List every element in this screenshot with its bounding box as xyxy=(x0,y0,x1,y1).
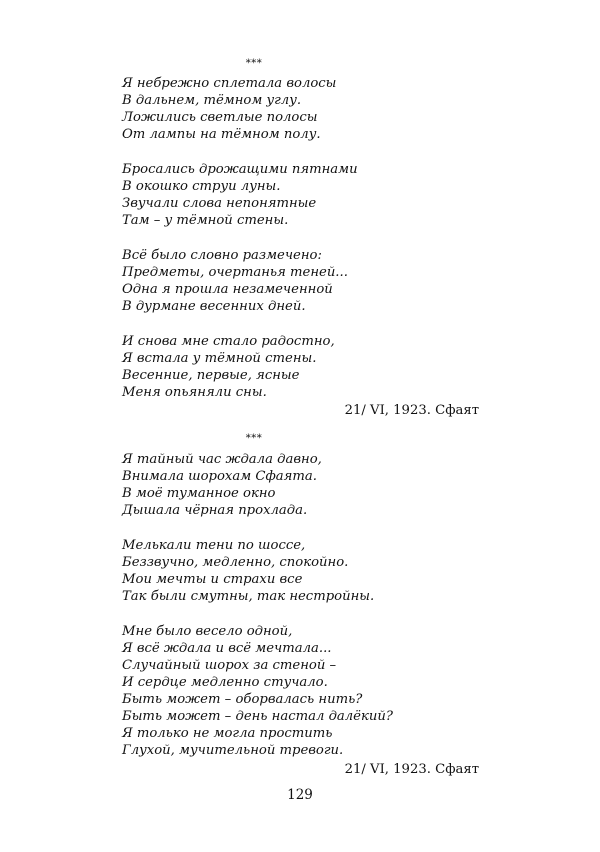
poem-line: От лампы на тёмном полу. xyxy=(122,127,321,142)
section-marker: *** xyxy=(245,58,263,69)
poem-line: Я только не могла простить xyxy=(122,726,333,741)
poem-line: Я тайный час ждала давно, xyxy=(122,452,322,467)
poem-line: Случайный шорох за стеной – xyxy=(122,658,337,673)
poem-line: Звучали слова непонятные xyxy=(122,196,317,211)
poem-line: В окошко струи луны. xyxy=(122,179,281,194)
poem-line: Одна я прошла незамеченной xyxy=(122,282,333,297)
poem-line: В дурмане весенних дней. xyxy=(122,299,306,314)
poem-line: В дальнем, тёмном углу. xyxy=(122,93,302,108)
poem-line: Дышала чёрная прохлада. xyxy=(122,503,308,518)
poem-line: Всё было словно размечено: xyxy=(122,248,322,263)
poem-signature: 21/ VI, 1923. Сфаят xyxy=(344,403,479,418)
poem-line: Мои мечты и страхи все xyxy=(122,572,303,587)
page-number: 129 xyxy=(287,787,313,803)
poem-line: Весенние, первые, ясные xyxy=(122,368,300,383)
poem-line: Ложились светлые полосы xyxy=(122,110,318,125)
poem-line: Быть может – день настал далёкий? xyxy=(122,709,393,724)
poem-line: Мелькали тени по шоссе, xyxy=(122,538,306,553)
poem-line: В моё туманное окно xyxy=(122,486,276,501)
poem-line: И снова мне стало радостно, xyxy=(122,334,335,349)
poem-line: Беззвучно, медленно, спокойно. xyxy=(122,555,349,570)
poem-line: Предметы, очертанья теней... xyxy=(122,265,348,280)
poem-line: Я небрежно сплетала волосы xyxy=(122,76,337,91)
poem-signature: 21/ VI, 1923. Сфаят xyxy=(344,762,479,777)
poem-line: Я встала у тёмной стены. xyxy=(122,351,317,366)
poem-line: Глухой, мучительной тревоги. xyxy=(122,743,344,758)
poem-line: Меня опьяняли сны. xyxy=(122,385,267,400)
poem-line: Там – у тёмной стены. xyxy=(122,213,289,228)
poem-line: Внимала шорохам Сфаята. xyxy=(122,469,317,484)
poem-line: Бросались дрожащими пятнами xyxy=(122,162,358,177)
poem-line: И сердце медленно стучало. xyxy=(122,675,328,690)
poem-line: Мне было весело одной, xyxy=(122,624,293,639)
poem-line: Я всё ждала и всё мечтала... xyxy=(122,641,332,656)
poem-line: Так были смутны, так нестройны. xyxy=(122,589,375,604)
section-marker: *** xyxy=(245,433,263,444)
poem-line: Быть может – оборвалась нить? xyxy=(122,692,363,707)
